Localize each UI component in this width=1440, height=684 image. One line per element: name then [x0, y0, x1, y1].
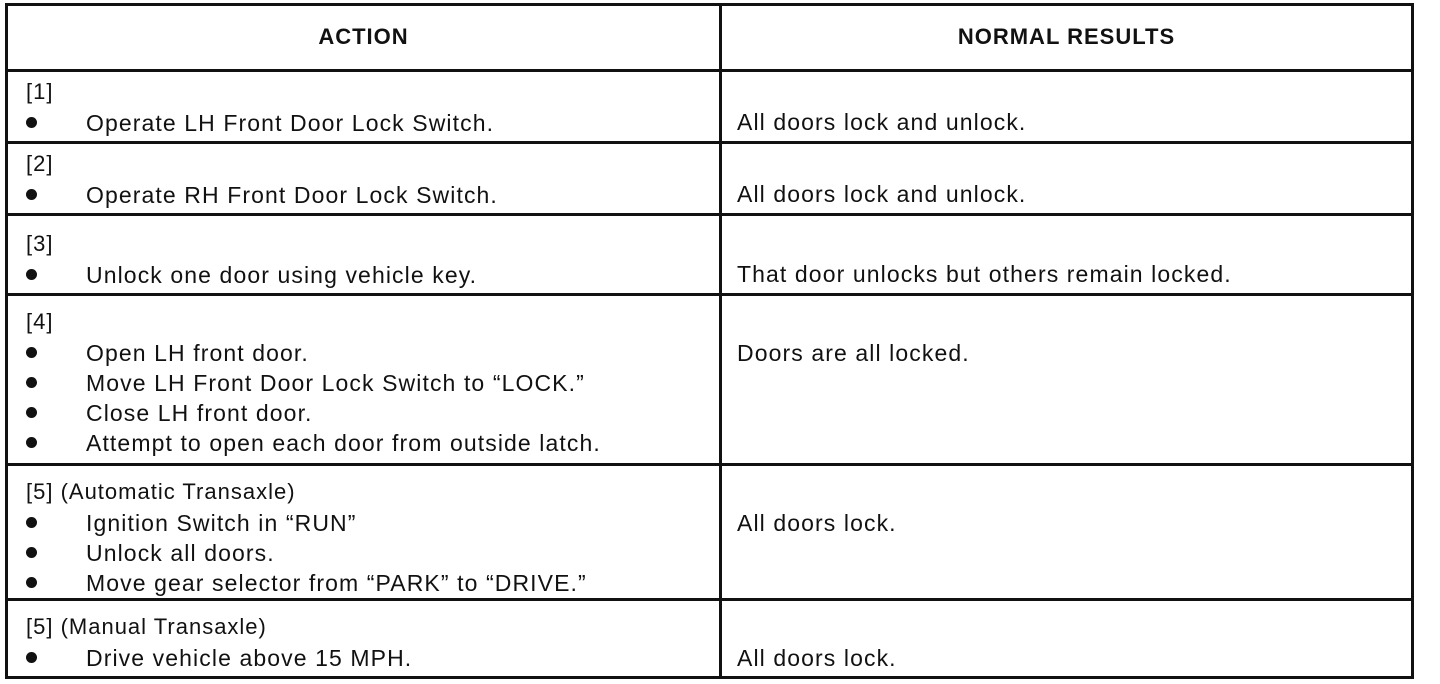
bullet-icon [26, 437, 37, 448]
bullet-icon [26, 189, 37, 200]
procedure-table [5, 3, 1414, 679]
step-tag: [5] (Automatic Transaxle) [26, 479, 296, 504]
result-text: That door unlocks but others remain locked. [737, 261, 1232, 287]
action-item: Move gear selector from “PARK” to “DRIVE.” [26, 568, 706, 598]
action-item: Close LH front door. [26, 398, 706, 428]
table-row [8, 72, 1411, 144]
step-tag: [5] (Manual Transaxle) [26, 614, 267, 639]
step-tag: [1] [26, 79, 54, 104]
bullet-icon [26, 407, 37, 418]
table-row [8, 466, 1411, 601]
bullet-icon [26, 517, 37, 528]
bullet-icon [26, 547, 37, 558]
bullet-icon [26, 269, 37, 280]
table-row [8, 601, 1411, 676]
action-item: Ignition Switch in “RUN” [26, 508, 706, 538]
action-item: Move LH Front Door Lock Switch to “LOCK.” [26, 368, 706, 398]
action-item: Unlock all doors. [26, 538, 706, 568]
step-tag: [4] [26, 309, 54, 334]
bullet-icon [26, 377, 37, 388]
action-item: Unlock one door using vehicle key. [26, 260, 706, 290]
action-item: Open LH front door. [26, 338, 706, 368]
action-item: Attempt to open each door from outside latch. [26, 428, 706, 458]
table-header-row [8, 6, 1411, 72]
result-text: Doors are all locked. [737, 340, 970, 366]
bullet-icon [26, 577, 37, 588]
table-row [8, 216, 1411, 296]
table-row [8, 296, 1411, 466]
result-text: All doors lock. [737, 510, 897, 536]
action-item: Drive vehicle above 15 MPH. [26, 643, 706, 673]
step-tag: [2] [26, 151, 54, 176]
table-row [8, 144, 1411, 216]
normal-results-header: NORMAL RESULTS [957, 24, 1176, 49]
bullet-icon [26, 117, 37, 128]
result-text: All doors lock and unlock. [737, 181, 1027, 207]
result-text: All doors lock. [737, 645, 897, 671]
bullet-icon [26, 652, 37, 663]
bullet-icon [26, 347, 37, 358]
result-text: All doors lock and unlock. [737, 109, 1027, 135]
action-header: ACTION [318, 24, 409, 49]
action-item: Operate RH Front Door Lock Switch. [26, 180, 706, 210]
step-tag: [3] [26, 231, 54, 256]
action-item: Operate LH Front Door Lock Switch. [26, 108, 706, 138]
